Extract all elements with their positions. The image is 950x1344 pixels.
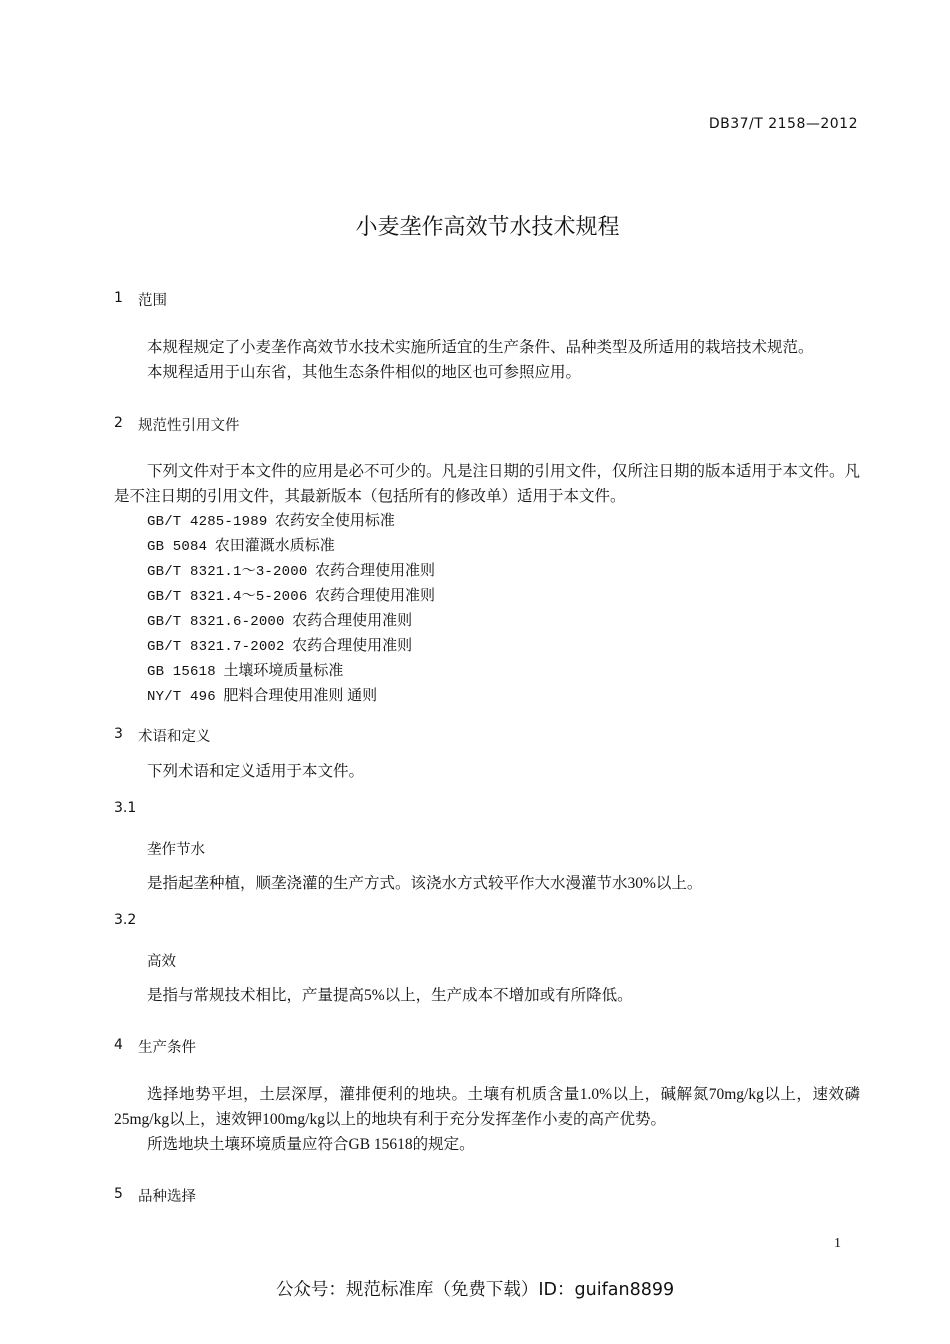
reference-code: GB 15618 xyxy=(147,664,216,680)
term-3-2-definition: 是指与常规技术相比，产量提高5%以上，生产成本不增加或有所降低。 xyxy=(147,987,633,1004)
section-1-paragraph-1: 本规程规定了小麦垄作高效节水技术实施所适宜的生产条件、品种类型及所适用的栽培技术规范。 xyxy=(147,339,814,356)
section-3-intro: 下列术语和定义适用于本文件。 xyxy=(147,763,365,780)
section-1-number: 1 xyxy=(114,290,123,306)
reference-item xyxy=(147,609,412,635)
term-3-1-definition: 是指起垄种植，顺垄浇灌的生产方式。该浇水方式较平作大水漫灌节水30%以上。 xyxy=(147,875,703,892)
reference-name: 农药合理使用准则 xyxy=(314,588,435,604)
section-3-heading: 术语和定义 xyxy=(138,729,211,745)
section-2-number: 2 xyxy=(114,415,123,431)
reference-item xyxy=(147,584,435,610)
reference-name: 农药合理使用准则 xyxy=(314,563,435,579)
document-title: 小麦垄作高效节水技术规程 xyxy=(355,215,620,240)
reference-code: GB/T 4285-1989 xyxy=(147,514,268,530)
reference-name: 土壤环境质量标准 xyxy=(223,663,344,679)
reference-name: 农药合理使用准则 xyxy=(292,638,413,654)
reference-name: 农药安全使用标准 xyxy=(274,513,395,529)
reference-name: 农药合理使用准则 xyxy=(292,613,413,629)
section-1-paragraph-2: 本规程适用于山东省，其他生态条件相似的地区也可参照应用。 xyxy=(147,364,582,381)
reference-name: 农田灌溉水质标准 xyxy=(214,538,335,554)
section-5-heading: 品种选择 xyxy=(138,1189,196,1205)
section-4-number: 4 xyxy=(114,1037,123,1053)
section-2-heading: 规范性引用文件 xyxy=(138,418,240,434)
section-4-paragraph-2: 所选地块土壤环境质量应符合GB 15618的规定。 xyxy=(147,1136,475,1153)
section-1-heading: 范围 xyxy=(138,293,167,309)
reference-code: GB/T 8321.4～5-2006 xyxy=(147,589,308,605)
reference-item xyxy=(147,559,435,585)
reference-code: GB/T 8321.6-2000 xyxy=(147,614,285,630)
term-3-1-number: 3.1 xyxy=(114,800,137,816)
section-4-paragraph-1: 选择地势平坦，土层深厚，灌排便利的地块。土壤有机质含量1.0%以上，碱解氮70mg/kg以上，速效磷25mg/kg以上，速效钾100mg/kg以上的地块有利于充分发挥垄作小麦的高产优势。 xyxy=(114,1086,860,1128)
reference-item xyxy=(147,509,395,535)
section-2-intro: 下列文件对于本文件的应用是必不可少的。凡是注日期的引用文件，仅所注日期的版本适用于本文件。凡是不注日期的引用文件，其最新版本（包括所有的修改单）适用于本文件。 xyxy=(114,463,861,505)
document-code: DB37/T 2158—2012 xyxy=(708,116,858,132)
reference-item xyxy=(147,634,412,660)
term-3-2-number: 3.2 xyxy=(114,912,137,928)
reference-item xyxy=(147,684,377,710)
reference-name: 肥料合理使用准则 通则 xyxy=(223,688,378,704)
reference-code: NY/T 496 xyxy=(147,689,216,705)
section-5-number: 5 xyxy=(114,1186,123,1202)
reference-item xyxy=(147,659,343,685)
term-3-2-name: 高效 xyxy=(147,954,176,970)
section-3-number: 3 xyxy=(114,726,123,742)
reference-item xyxy=(147,534,335,560)
term-3-1-name: 垄作节水 xyxy=(147,842,205,858)
page-number: 1 xyxy=(834,1236,841,1251)
reference-code: GB 5084 xyxy=(147,539,208,555)
reference-code: GB/T 8321.7-2002 xyxy=(147,639,285,655)
reference-code: GB/T 8321.1～3-2000 xyxy=(147,564,308,580)
section-4-heading: 生产条件 xyxy=(138,1040,196,1056)
footer-watermark-note: 公众号：规范标准库（免费下载）ID：guifan8899 xyxy=(275,1280,675,1300)
